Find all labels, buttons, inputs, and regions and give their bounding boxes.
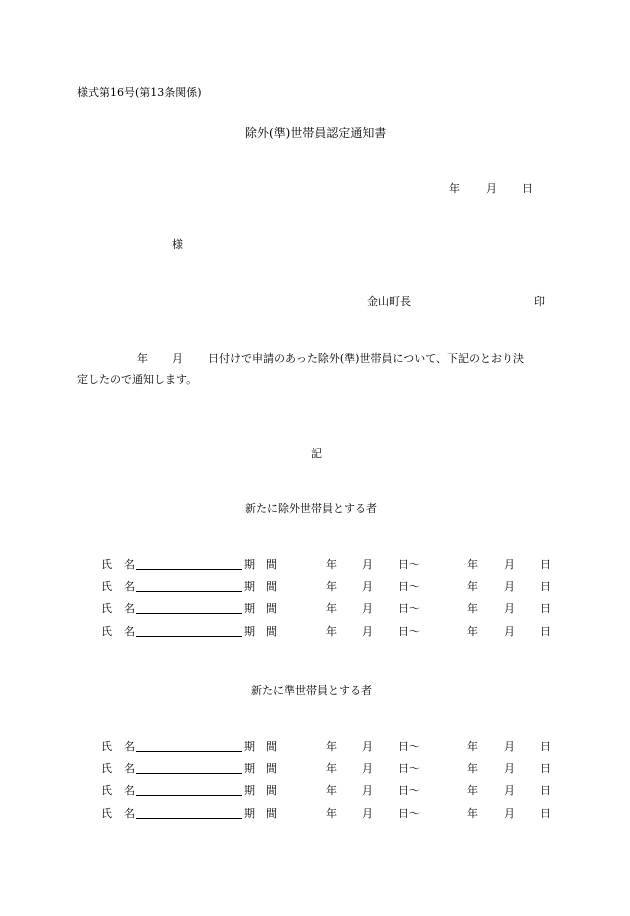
addressee-sama: 様	[172, 238, 183, 251]
person-row	[0, 600, 630, 616]
to-month: 月	[504, 580, 515, 593]
from-day: 日〜	[398, 558, 420, 571]
label-ki: 期	[244, 602, 255, 615]
from-year: 年	[326, 580, 337, 593]
from-day: 日〜	[398, 602, 420, 615]
label-ki: 期	[244, 580, 255, 593]
to-month: 月	[504, 784, 515, 797]
from-day: 日〜	[398, 762, 420, 775]
from-year: 年	[326, 762, 337, 775]
label-shi: 氏	[101, 580, 112, 593]
name-field-line[interactable]	[136, 795, 242, 796]
to-day: 日	[540, 580, 551, 593]
name-field-line[interactable]	[136, 751, 242, 752]
to-year: 年	[467, 602, 478, 615]
label-shi: 氏	[101, 784, 112, 797]
body-line1: 日付けで申請のあった除外(準)世帯員について、下記のとおり決	[208, 352, 525, 365]
label-kan: 間	[266, 784, 277, 797]
from-year: 年	[326, 625, 337, 638]
to-month: 月	[504, 602, 515, 615]
label-mei: 名	[124, 558, 135, 571]
from-month: 月	[362, 762, 373, 775]
name-field-line[interactable]	[136, 636, 242, 637]
date-year: 年	[449, 182, 460, 195]
person-row	[0, 556, 630, 572]
to-month: 月	[504, 625, 515, 638]
to-day: 日	[540, 558, 551, 571]
label-ki: 期	[244, 807, 255, 820]
to-year: 年	[467, 762, 478, 775]
from-month: 月	[362, 580, 373, 593]
section1-title: 新たに除外世帯員とする者	[245, 502, 377, 515]
label-shi: 氏	[101, 558, 112, 571]
from-month: 月	[362, 625, 373, 638]
label-ki: 期	[244, 625, 255, 638]
name-field-line[interactable]	[136, 591, 242, 592]
from-month: 月	[362, 602, 373, 615]
label-shi: 氏	[101, 625, 112, 638]
date-day: 日	[522, 182, 533, 195]
from-day: 日〜	[398, 580, 420, 593]
label-mei: 名	[124, 580, 135, 593]
to-day: 日	[540, 740, 551, 753]
from-month: 月	[362, 740, 373, 753]
to-month: 月	[504, 558, 515, 571]
label-kan: 間	[266, 807, 277, 820]
from-year: 年	[326, 558, 337, 571]
from-day: 日〜	[398, 740, 420, 753]
to-day: 日	[540, 784, 551, 797]
body-year: 年	[137, 352, 148, 365]
label-mei: 名	[124, 807, 135, 820]
person-row	[0, 782, 630, 798]
to-year: 年	[467, 625, 478, 638]
from-day: 日〜	[398, 784, 420, 797]
from-year: 年	[326, 740, 337, 753]
from-year: 年	[326, 807, 337, 820]
label-mei: 名	[124, 784, 135, 797]
label-ki: 期	[244, 558, 255, 571]
label-shi: 氏	[101, 807, 112, 820]
to-day: 日	[540, 602, 551, 615]
document-title: 除外(準)世帯員認定通知書	[245, 126, 387, 140]
name-field-line[interactable]	[136, 773, 242, 774]
label-kan: 間	[266, 625, 277, 638]
label-shi: 氏	[101, 740, 112, 753]
to-day: 日	[540, 625, 551, 638]
seal-mark: 印	[534, 295, 545, 308]
to-year: 年	[467, 558, 478, 571]
from-year: 年	[326, 784, 337, 797]
person-row	[0, 578, 630, 594]
person-row	[0, 623, 630, 639]
to-month: 月	[504, 807, 515, 820]
to-month: 月	[504, 740, 515, 753]
form-number: 様式第16号(第13条関係)	[77, 86, 202, 99]
from-day: 日〜	[398, 625, 420, 638]
date-month: 月	[486, 182, 497, 195]
from-year: 年	[326, 602, 337, 615]
label-mei: 名	[124, 740, 135, 753]
section2-title: 新たに準世帯員とする者	[251, 684, 372, 697]
from-day: 日〜	[398, 807, 420, 820]
label-mei: 名	[124, 762, 135, 775]
person-row	[0, 760, 630, 776]
label-mei: 名	[124, 602, 135, 615]
ki-heading: 記	[311, 447, 322, 460]
from-month: 月	[362, 784, 373, 797]
to-year: 年	[467, 784, 478, 797]
person-row	[0, 805, 630, 821]
label-kan: 間	[266, 580, 277, 593]
label-ki: 期	[244, 784, 255, 797]
label-kan: 間	[266, 740, 277, 753]
label-ki: 期	[244, 740, 255, 753]
label-kan: 間	[266, 762, 277, 775]
name-field-line[interactable]	[136, 569, 242, 570]
from-month: 月	[362, 558, 373, 571]
label-kan: 間	[266, 602, 277, 615]
body-line2: 定したので通知します。	[77, 373, 198, 386]
to-month: 月	[504, 762, 515, 775]
label-kan: 間	[266, 558, 277, 571]
to-day: 日	[540, 762, 551, 775]
body-month: 月	[172, 352, 183, 365]
name-field-line[interactable]	[136, 613, 242, 614]
label-ki: 期	[244, 762, 255, 775]
label-shi: 氏	[101, 602, 112, 615]
name-field-line[interactable]	[136, 818, 242, 819]
from-month: 月	[362, 807, 373, 820]
to-year: 年	[467, 580, 478, 593]
to-year: 年	[467, 740, 478, 753]
to-year: 年	[467, 807, 478, 820]
issuer-name: 金山町長	[367, 295, 411, 308]
label-shi: 氏	[101, 762, 112, 775]
to-day: 日	[540, 807, 551, 820]
label-mei: 名	[124, 625, 135, 638]
person-row	[0, 738, 630, 754]
